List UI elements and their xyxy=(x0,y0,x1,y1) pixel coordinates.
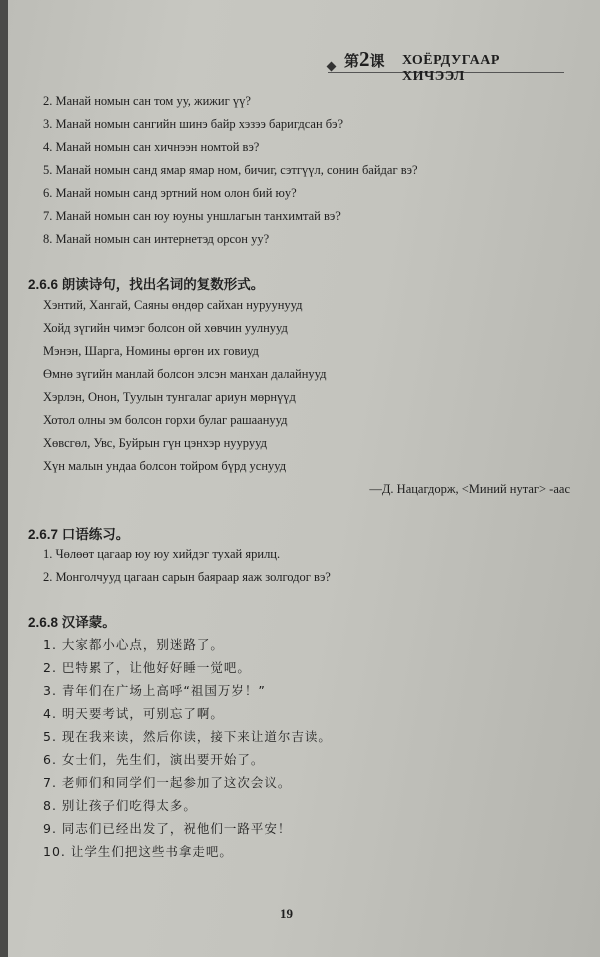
question-item: 7. Манай номын сан юу юуны уншлагын танхимтай вэ? xyxy=(43,209,341,223)
header-title: ХОЁРДУГААР ХИЧЭЭЛ xyxy=(402,53,500,84)
speaking-item: 2. Монголчууд цагаан сарын баяраар яаж золгодог вэ? xyxy=(43,570,331,584)
page-number: 19 xyxy=(280,906,293,921)
diamond-icon xyxy=(327,62,337,72)
translation-item: 3. 青年们在广场上高呼“祖国万岁！” xyxy=(43,683,266,698)
running-header xyxy=(328,47,564,84)
poem-line: Хүн малын ундаа болсон тойром бүрд уснууд xyxy=(43,459,287,473)
translation-item: 7. 老师们和同学们一起参加了这次会议。 xyxy=(43,775,292,790)
translation-item: 9. 同志们已经出发了，祝他们一路平安！ xyxy=(43,821,292,836)
question-item: 8. Манай номын сан интернетэд орсон уу? xyxy=(43,232,270,246)
translation-item: 8. 别让孩子们吃得太多。 xyxy=(43,798,197,813)
question-item: 2. Манай номын сан том уу, жижиг үү? xyxy=(43,94,251,108)
question-item: 6. Манай номын санд эртний ном олон бий юу? xyxy=(43,186,297,200)
question-item: 5. Манай номын санд ямар ямар ном, бичиг, сэтгүүл, сонин байдаг вэ? xyxy=(43,163,418,177)
translation-item: 10. 让学生们把这些书拿走吧。 xyxy=(43,844,233,859)
poem-line: Өмнө зүгийн манлай болсон элсэн манхан далайнууд xyxy=(43,367,327,381)
translation-item: 4. 明天要考试，可别忘了啊。 xyxy=(43,706,224,721)
poem-line: Хөвсгөл, Увс, Буйрын гүн цэнхэр нуурууд xyxy=(43,436,267,450)
section-heading-2-6-6: 2.6.6 朗读诗句，找出名词的复数形式。 xyxy=(28,277,265,292)
question-item: 4. Манай номын сан хичнээн номтой вэ? xyxy=(43,140,260,154)
translation-item: 6. 女士们，先生们，演出要开始了。 xyxy=(43,752,265,767)
lesson-label xyxy=(344,47,385,71)
translation-item: 5. 现在我来读，然后你读，接下来让道尔吉读。 xyxy=(43,729,332,744)
section-heading-2-6-7: 2.6.7 口语练习。 xyxy=(28,527,130,542)
lesson-suffix: 课 xyxy=(369,54,385,70)
lesson-number: 2 xyxy=(359,47,370,71)
poem-line: Хойд зүгийн чимэг болсон ой хөвчин уулнууд xyxy=(43,321,288,335)
translation-item: 1. 大家都小心点，别迷路了。 xyxy=(43,637,224,652)
poem-line: Хэрлэн, Онон, Туулын тунгалаг ариун мөрнүүд xyxy=(43,390,296,404)
poem-line: Хотол олны эм болсон горхи булаг рашаанууд xyxy=(43,413,288,427)
lesson-prefix: 第 xyxy=(344,54,360,70)
poem-line: Хэнтий, Хангай, Саяны өндөр сайхан нуруунууд xyxy=(43,298,303,312)
speaking-item: 1. Чөлөөт цагаар юу юу хийдэг тухай ярилц. xyxy=(43,547,281,561)
poem-attribution: —Д. Нацагдорж, <Миний нутаг> -аас xyxy=(369,482,570,496)
translation-item: 2. 巴特累了，让他好好睡一觉吧。 xyxy=(43,660,251,675)
section-heading-2-6-8: 2.6.8 汉译蒙。 xyxy=(28,615,116,630)
poem-line: Мэнэн, Шарга, Номины өргөн их говиуд xyxy=(43,344,259,358)
question-item: 3. Манай номын сангийн шинэ байр хэзээ баригдсан бэ? xyxy=(43,117,344,131)
textbook-page xyxy=(8,0,600,957)
